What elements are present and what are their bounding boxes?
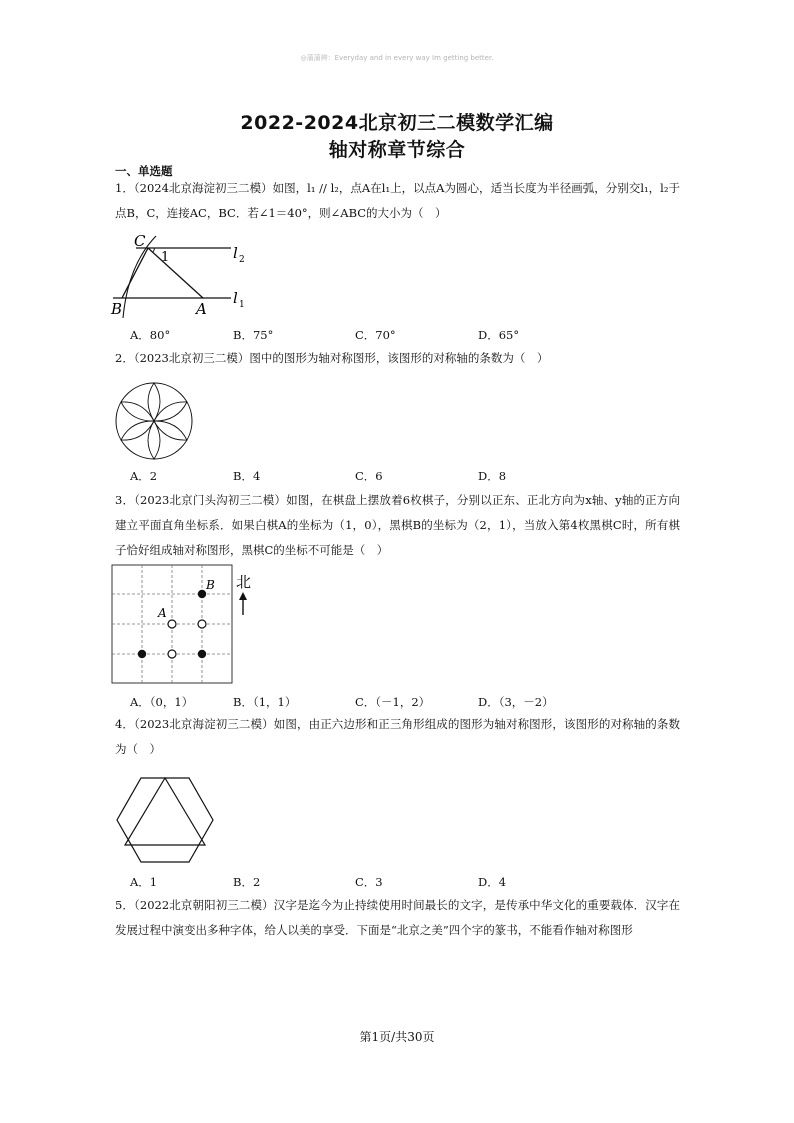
- white-piece: [168, 650, 176, 658]
- option-d[interactable]: D．8: [478, 469, 507, 483]
- title-line-2: 轴对称章节综合: [328, 139, 466, 161]
- option-a[interactable]: A．1: [130, 875, 158, 889]
- label-b: B: [206, 578, 215, 592]
- option-c[interactable]: C．（－1，2）: [355, 695, 431, 709]
- watermark: ◎蒲蒲辨：Everyday and in every way Im getting better.: [300, 54, 494, 62]
- white-piece-a: [168, 620, 176, 628]
- segment-bc: [122, 248, 148, 298]
- option-b[interactable]: B．（1，1）: [233, 695, 297, 709]
- black-piece: [138, 650, 146, 658]
- label-north: 北: [236, 573, 252, 591]
- label-angle-1: 1: [161, 250, 170, 265]
- option-d[interactable]: D．4: [478, 875, 507, 889]
- page-footer: 第1页/共30页: [359, 1030, 435, 1044]
- label-a: A: [196, 300, 207, 318]
- label-l2: l: [233, 244, 238, 262]
- label-c: C: [134, 232, 146, 250]
- option-b[interactable]: B．2: [233, 875, 261, 889]
- label-l2-sub: 2: [239, 255, 245, 265]
- segment-ac: [148, 248, 203, 298]
- section-heading: 一、单选题: [115, 164, 173, 178]
- six-petal-flower: [118, 383, 190, 459]
- label-l1: l: [233, 289, 238, 307]
- equilateral-triangle: [125, 778, 205, 845]
- question-1-figure: [108, 230, 258, 318]
- north-arrowhead-icon: [239, 592, 247, 600]
- question-2-text: 2．（2023北京初三二模）图中的图形为轴对称图形，该图形的对称轴的条数为（ ）: [115, 351, 549, 365]
- question-1-text: 1．（2024北京海淀初三二模）如图，l₁ // l₂，点A在l₁上，以点A为圆心，适当长度为半径画弧，分别交l₁，l₂于点B，C，连接AC，BC．若∠1＝40°，则∠ABC的大小为（ ）: [115, 181, 680, 220]
- black-piece: [198, 650, 206, 658]
- option-c[interactable]: C．70°: [355, 328, 396, 342]
- option-d[interactable]: D．65°: [478, 328, 520, 342]
- label-l1-sub: 1: [239, 300, 245, 310]
- option-a[interactable]: A．80°: [130, 328, 171, 342]
- option-c[interactable]: C．6: [355, 469, 383, 483]
- question-5-text: 5．（2022北京朝阳初三二模）汉字是迄今为止持续使用时间最长的文字，是传承中华文化的重要载体．汉字在发展过程中演变出多种字体，给人以美的享受．下面是“北京之美”四个字的篆书，不能看作轴对称图形: [115, 898, 680, 937]
- black-piece-b: [198, 590, 206, 598]
- white-piece: [198, 620, 206, 628]
- question-3-text: 3．（2023北京门头沟初三二模）如图，在棋盘上摆放着6枚棋子，分别以正东、正北方向为x轴、y轴的正方向建立平面直角坐标系．如果白棋A的坐标为（1，0），黑棋B的坐标为（2，1），当放入第4枚黑棋C时，所有棋子恰好组成轴对称图形，黑棋C的坐标不可能是（ ）: [115, 493, 680, 557]
- option-c[interactable]: C．3: [355, 875, 383, 889]
- question-2-figure: [114, 381, 194, 461]
- regular-hexagon: [117, 778, 213, 862]
- option-b[interactable]: B．75°: [233, 328, 274, 342]
- title-line-1: 2022-2024北京初三二模数学汇编: [240, 112, 554, 134]
- question-3-figure: [110, 563, 260, 685]
- question-4-text: 4．（2023北京海淀初三二模）如图，由正六边形和正三角形组成的图形为轴对称图形，该图形的对称轴的条数为（ ）: [115, 717, 680, 756]
- label-b: B: [111, 300, 123, 318]
- option-a[interactable]: A．（0，1）: [130, 695, 194, 709]
- label-a: A: [158, 606, 167, 620]
- option-a[interactable]: A．2: [130, 469, 158, 483]
- question-4-figure: [115, 775, 215, 865]
- option-b[interactable]: B．4: [233, 469, 261, 483]
- option-d[interactable]: D．（3，－2）: [478, 695, 554, 709]
